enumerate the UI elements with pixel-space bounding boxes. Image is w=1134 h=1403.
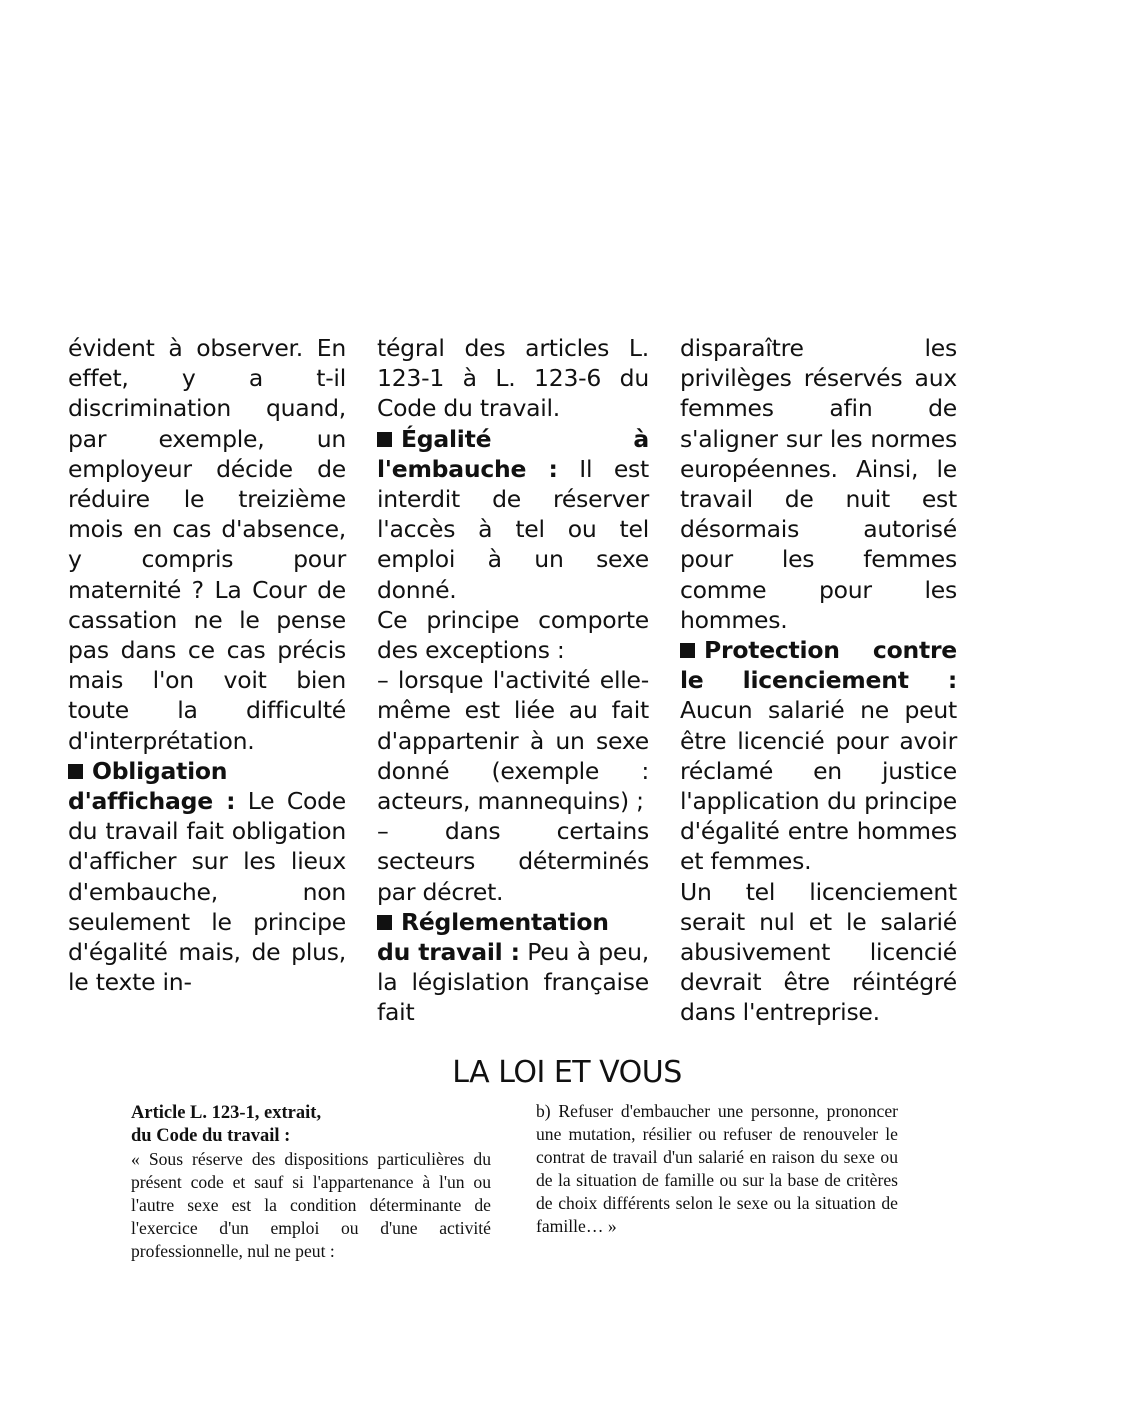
square-bullet-icon [377, 915, 392, 930]
square-bullet-icon [377, 432, 392, 447]
column-3-closing: Un tel licenciement serait nul et le salarié abusivement licencié devrait être réintégré dans l'entreprise. [680, 877, 957, 1027]
exception-item-2: – dans certains secteurs déterminés par décret. [377, 817, 649, 906]
section-reglementation-travail [377, 907, 649, 1028]
section-text: Peu à peu, la législation française fait [377, 938, 650, 1027]
law-box-title: LA LOI ET VOUS [452, 1055, 682, 1090]
exceptions-intro: Ce principe comporte des exceptions : [377, 605, 649, 665]
section-protection-licenciement [680, 635, 957, 877]
column-1-intro: évident à observer. En effet, y a t-il discrimination quand, par exemple, un employeur décide de réduire le treizième mois en cas d'absence, y compris pour maternité ? La Cour de cassation ne le pense pas dans ce cas précis mais l'on voit bien toute la difficulté d'interprétation. [68, 334, 346, 755]
article-title [131, 1102, 491, 1148]
exception-item-1: – lorsque l'activité elle-même est liée au fait d'appartenir à un sexe donné (exemple : acteurs, mannequins) ; [377, 666, 649, 816]
column-1 [68, 333, 346, 997]
column-2-continuation: tégral des articles L. 123-1 à L. 123-6 du Code du travail. [377, 334, 649, 423]
column-3 [680, 333, 957, 1028]
column-2 [377, 333, 649, 1028]
column-3-continuation: disparaître les privilèges réservés aux femmes afin de s'aligner sur les normes européennes. Ainsi, le travail de nuit est désormais autorisé pour les femmes comme pour les hommes. [680, 334, 957, 634]
section-text: Il est interdit de réserver l'accès à tel ou tel emploi à un sexe donné. [377, 454, 649, 604]
square-bullet-icon [68, 764, 83, 779]
section-obligation-affichage [68, 756, 346, 998]
law-quote-part-1: « Sous réserve des dispositions particulières du présent code et sauf si l'appartenance à l'un ou l'autre sexe est la condition déterminante de l'exercice d'un emploi ou d'une activité professionnelle, nul ne peut : [131, 1149, 491, 1261]
square-bullet-icon [680, 643, 695, 658]
section-heading: Réglementation du travail : [377, 907, 609, 967]
law-quote-part-2: b) Refuser d'embaucher une personne, prononcer une mutation, résilier ou refuser de renouveler le contrat de travail d'un salarié en raison du sexe ou de la situation de famille ou sur la base de critères de choix différents selon le sexe ou la situation de famille… » [536, 1101, 898, 1236]
article-title-line-1: Article L. 123-1, extrait, [131, 1103, 322, 1123]
section-heading: Protection contre le licenciement : [680, 636, 957, 695]
section-heading: Égalité à l'embauche : [377, 424, 649, 483]
section-egalite-embauche [377, 424, 649, 605]
section-text: Aucun salarié ne peut être licencié pour avoir réclamé en justice l'application du principe d'égalité entre hommes et femmes. [680, 696, 957, 876]
law-box-left [131, 1102, 491, 1263]
law-box-right [536, 1100, 898, 1238]
article-title-line-2: du Code du travail : [131, 1126, 291, 1146]
section-heading: Obligation d'affichage : [68, 756, 236, 816]
section-text: Le Code du travail fait obligation d'afficher sur les lieux d'embauche, non seulement le principe d'égalité mais, de plus, le texte in- [68, 787, 346, 997]
